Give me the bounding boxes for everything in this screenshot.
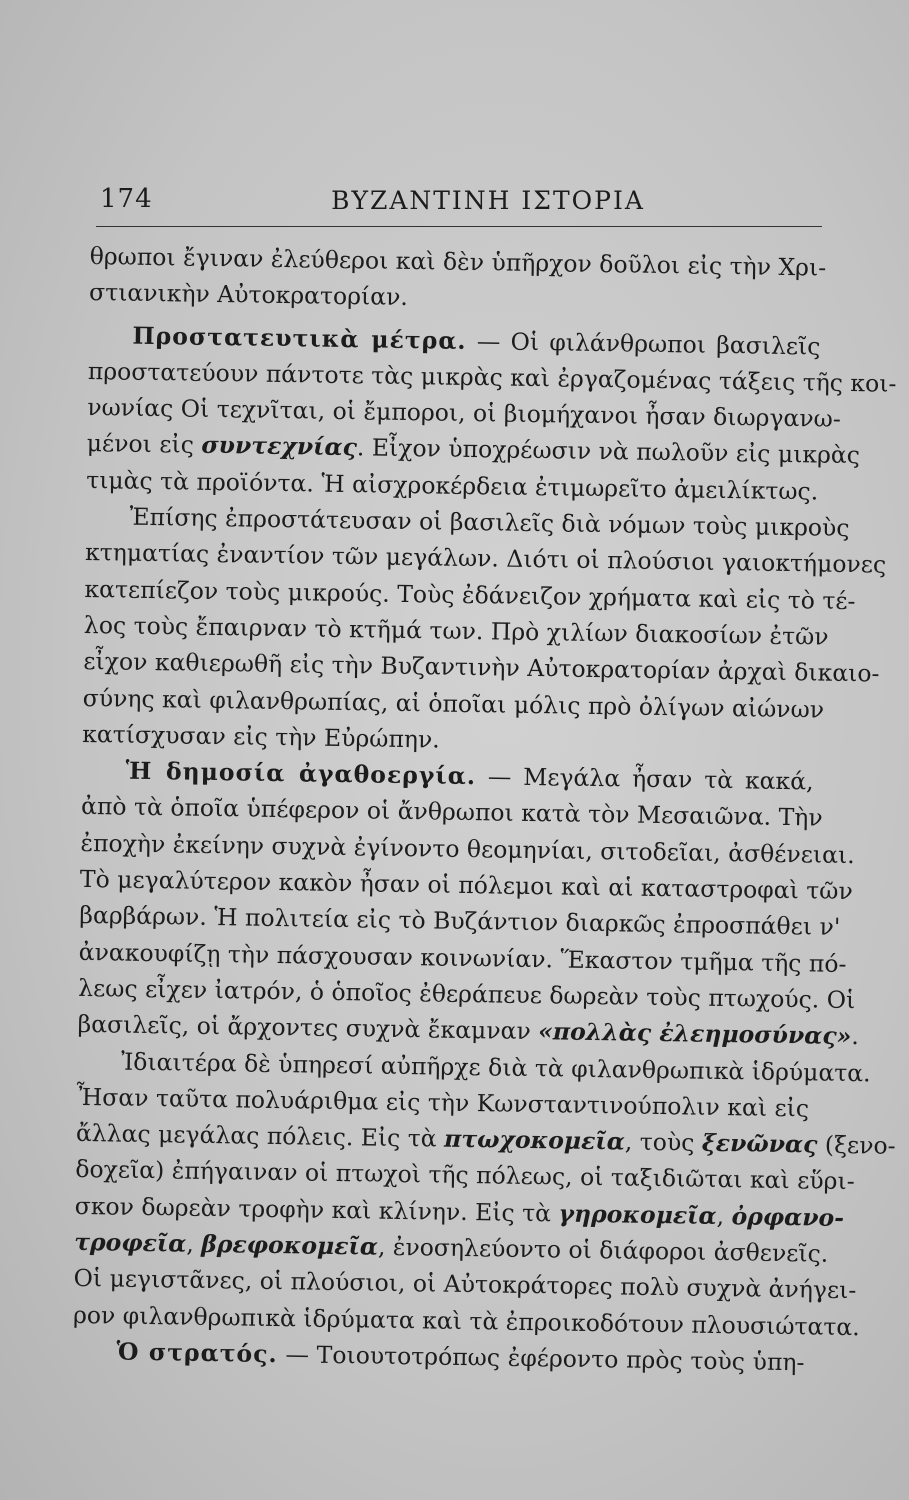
text-run: σκον δωρεὰν τροφὴν καὶ κλίνην. Εἰς τὰ — [74, 1191, 559, 1228]
text-line: λος τοὺς ἔπαιρναν τὸ κτῆμά των. Πρὸ χιλίων διακοσίων ἐτῶν — [83, 610, 829, 651]
text-line: εἶχον καθιερωθῆ εἰς τὴν Βυζαντινὴν Αὐτοκρατορίαν ἀρχαὶ δικαιο- — [83, 647, 880, 688]
page-number: 174 — [100, 184, 153, 214]
text-line: ἀπὸ τὰ ὁποῖα ὑπέφερον οἱ ἄνθρωποι κατὰ τὸν Μεσαιῶνα. Τὴν — [80, 792, 823, 833]
text-run: , ἐνοσηλεύοντο οἱ διάφοροι ἀσθενεῖς. — [377, 1232, 829, 1268]
text-line: τιμὰς τὰ προϊόντα. Ἡ αἰσχροκέρδεια ἐτιμωρεῖτο ἀμειλίκτως. — [85, 465, 819, 506]
emphasis: τροφεῖα — [74, 1227, 187, 1258]
paragraph-public-charity — [77, 752, 860, 1054]
text-line: κατεπίεζον τοὺς μικρούς. Τοὺς ἐδάνειζον χρήματα καὶ εἰς τὸ τέ- — [84, 574, 856, 615]
text-line: προστατεύουν πάντοτε τὰς μικρὰς καὶ ἐργαζομένας τάξεις τῆς κοι- — [87, 356, 897, 398]
text-run: — Τοιουτοτρόπως ἐφέροντο πρὸς τοὺς ὑπη- — [277, 1339, 805, 1377]
text-line: κτηματίας ἐναντίον τῶν μεγάλων. Διότι οἱ πλούσιοι γαιοκτήμονες — [84, 538, 887, 579]
text-run: , — [186, 1229, 202, 1258]
header-rule — [96, 226, 822, 227]
paragraph-institutions — [72, 1042, 896, 1344]
text-line: ρον φιλανθρωπικὰ ἱδρύματα καὶ τὰ ἐπροικοδότουν πλουσιώτατα. — [72, 1300, 860, 1341]
text-line: Ἐπίσης ἐπροστάτευσαν οἱ βασιλεῖς διὰ νόμων τοὺς μικροὺς — [129, 502, 850, 543]
emphasis: «πολλὰς ἐλεημοσύνας» — [538, 1017, 852, 1051]
emphasis: συντεχνίας — [201, 431, 358, 462]
text-run: μένοι εἰς — [86, 429, 202, 460]
text-run: — Οἱ φιλάνθρωποι βασιλεῖς — [466, 326, 821, 361]
text-line: σύνης καὶ φιλανθρωπίας, αἱ ὁποῖαι μόλις πρὸ ὀλίγων αἰώνων — [82, 683, 825, 724]
emphasis: ξενῶνας — [701, 1128, 818, 1159]
paragraph-continuation — [88, 238, 827, 322]
text-run: , τοὺς — [624, 1127, 703, 1157]
section-heading: Ἡ δημοσία ἀγαθοεργία. — [125, 756, 477, 791]
text-line: λεως εἶχεν ἰατρόν, ὁ ὁποῖος ἐθεράπευε δωρεὰν τοὺς πτωχούς. Οἱ — [78, 973, 856, 1015]
text-line: κατίσχυσαν εἰς τὴν Εὐρώπην. — [81, 719, 440, 754]
text-line: Ἰδιαιτέρα δὲ ὑπηρεσί αὐπῆρχε διὰ τὰ φιλανθρωπικὰ ἱδρύματα. — [120, 1047, 871, 1087]
text-run: . — [851, 1022, 860, 1051]
emphasis: ὀρφανο- — [731, 1201, 845, 1232]
text-line: Τὸ μεγαλύτερον κακὸν ἦσαν οἱ πόλεμοι καὶ αἱ καταστροφαὶ τῶν — [79, 864, 853, 906]
section-heading: Ὁ στρατός. — [116, 1337, 278, 1368]
text-line: θρωποι ἔγιναν ἐλεύθεροι καὶ δὲν ὑπῆρχον δοῦλοι εἰς τὴν Χρι- — [89, 241, 827, 282]
body-text — [72, 238, 897, 1381]
text-run: βασιλεῖς, οἱ ἄρχοντες συχνὰ ἔκαμναν — [77, 1010, 539, 1046]
running-title: ΒΥΖΑΝΤΙΝΗ ΙΣΤΟΡΙΑ — [331, 186, 645, 215]
section-heading: Προστατευτικὰ μέτρα. — [132, 321, 467, 355]
text-line: Ἦσαν ταῦτα πολυάριθμα εἰς τὴν Κωνσταντινούπολιν καὶ εἰς — [76, 1082, 810, 1123]
text-run: ἄλλας μεγάλας πόλεις. Εἰς τὰ — [75, 1119, 445, 1153]
text-line: βαρβάρων. Ἡ πολιτεία εἰς τὸ Βυζάντιον διαρκῶς ἐπροσπάθει ν' — [79, 901, 841, 942]
emphasis: γηροκομεῖα — [558, 1199, 717, 1230]
text-line: νωνίας Οἱ τεχνῖται, οἱ ἔμποροι, οἱ βιομήχανοι ἦσαν διωργανω- — [87, 393, 841, 434]
text-line: ἐποχὴν ἐκείνην συχνὰ ἐγίνοντο θεομηνίαι, σιτοδεῖαι, ἀσθένειαι. — [80, 828, 855, 869]
paragraph-protective-measures — [85, 317, 897, 510]
text-line: δοχεῖα) ἐπήγαιναν οἱ πτωχοὶ τῆς πόλεως, οἱ ταξιδιῶται καὶ εὕρι- — [75, 1155, 855, 1196]
paragraph-small-landowners — [81, 498, 887, 764]
text-run: . Εἶχον ὑποχρέωσιν νὰ πωλοῦν εἰς μικρὰς — [356, 433, 861, 470]
text-run: , — [716, 1201, 732, 1230]
text-run: (ξενο- — [817, 1130, 896, 1160]
text-run: — Μεγάλα ἦσαν τὰ κακά, — [475, 762, 814, 796]
emphasis: πτωχοκομεῖα — [443, 1124, 626, 1156]
text-line: Οἱ μεγιστᾶνες, οἱ πλούσιοι, οἱ Αὐτοκράτορες πολὺ συχνὰ ἀνήγει- — [73, 1264, 857, 1305]
text-line: ἀνακουφίζῃ τὴν πάσχουσαν κοινωνίαν. Ἕκαστον τμῆμα τῆς πό- — [78, 937, 847, 978]
text-line: στιανικὴν Αὐτοκρατορίαν. — [88, 278, 409, 312]
page-header — [98, 182, 820, 218]
emphasis: βρεφοκομεῖα — [201, 1229, 379, 1261]
